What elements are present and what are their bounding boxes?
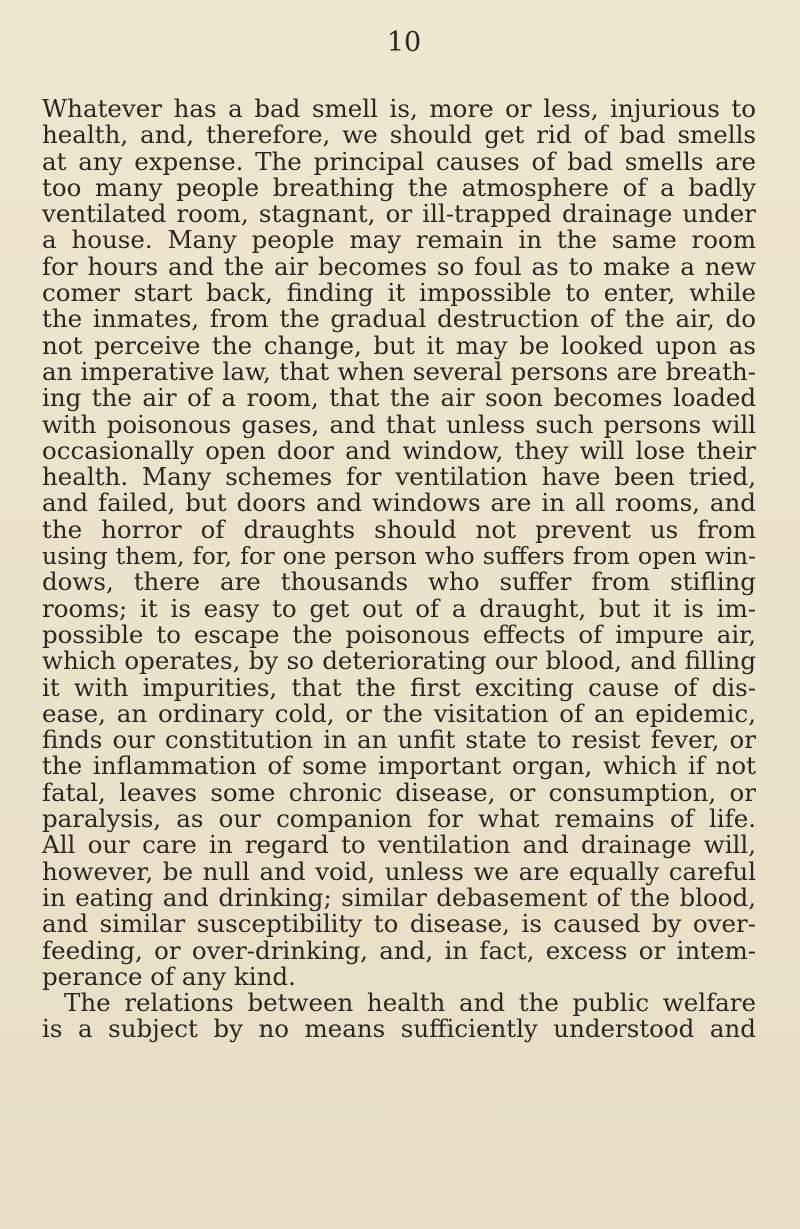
text-line: possible to escape the poisonous effects of impure air, bbox=[42, 619, 756, 649]
text-line: rooms; it is easy to get out of a draught, but it is im- bbox=[42, 593, 756, 623]
page-number: 10 bbox=[386, 27, 422, 58]
text-line: and failed, but doors and windows are in all rooms, and bbox=[42, 488, 756, 518]
text-line: ease, an ordinary cold, or the visitation of an epidemic, bbox=[42, 698, 756, 728]
text-line: health. Many schemes for ventilation have been tried, bbox=[42, 462, 756, 492]
text-line: in eating and drinking; similar debasement of the blood, bbox=[42, 882, 756, 912]
text-line: paralysis, as our companion for what remains of life. bbox=[42, 804, 756, 834]
text-line: ing the air of a room, that the air soon becomes loaded bbox=[42, 383, 756, 413]
text-line: All our care in regard to ventilation and drainage will, bbox=[42, 830, 756, 860]
text-line: with poisonous gases, and that unless such persons will bbox=[42, 409, 756, 439]
text-line: and similar susceptibility to disease, is caused by over- bbox=[42, 909, 756, 939]
text-line: the horror of draughts should not prevent us from bbox=[42, 514, 756, 544]
text-line: an imperative law, that when several persons are breath- bbox=[42, 356, 756, 386]
text-line: using them, for, for one person who suffers from open win- bbox=[42, 542, 756, 571]
text-line: too many people breathing the atmosphere of a badly bbox=[42, 172, 756, 202]
text-line: however, be null and void, unless we are equally careful bbox=[42, 856, 756, 886]
text-line: is a subject by no means sufficiently understood and bbox=[42, 1014, 756, 1044]
text-line: fatal, leaves some chronic disease, or consumption, or bbox=[42, 777, 756, 807]
text-line: health, and, therefore, we should get rid of bad smells bbox=[42, 120, 756, 150]
text-line: it with impurities, that the first exciting cause of dis- bbox=[42, 672, 756, 702]
text-line: ventilated room, stagnant, or ill-trapped drainage under bbox=[42, 199, 756, 229]
paragraph-1 bbox=[42, 96, 756, 990]
text-line: the inmates, from the gradual destruction of the air, do bbox=[42, 304, 756, 334]
text-line: finds our constitution in an unfit state to resist fever, or bbox=[42, 725, 756, 755]
text-line: a house. Many people may remain in the same room bbox=[42, 225, 756, 255]
text-line: Whatever has a bad smell is, more or less, injurious to bbox=[42, 94, 756, 123]
text-line: which operates, by so deteriorating our blood, and filling bbox=[42, 646, 756, 676]
paragraph-2 bbox=[42, 990, 756, 1043]
text-line: feeding, or over-drinking, and, in fact, excess or intem- bbox=[42, 935, 756, 965]
text-line: dows, there are thousands who suffer from stifling bbox=[42, 567, 756, 597]
text-line: comer start back, finding it impossible to enter, while bbox=[42, 278, 756, 308]
text-line: The relations between health and the public welfare bbox=[64, 988, 756, 1018]
text-line: not perceive the change, but it may be looked upon as bbox=[42, 330, 756, 360]
text-line: perance of any kind. bbox=[42, 961, 296, 991]
text-line: the inflammation of some important organ, which if not bbox=[42, 751, 756, 781]
text-line: occasionally open door and window, they will lose their bbox=[42, 435, 756, 465]
text-line: for hours and the air becomes so foul as to make a new bbox=[42, 251, 756, 281]
text-line: at any expense. The principal causes of bad smells are bbox=[42, 146, 756, 176]
